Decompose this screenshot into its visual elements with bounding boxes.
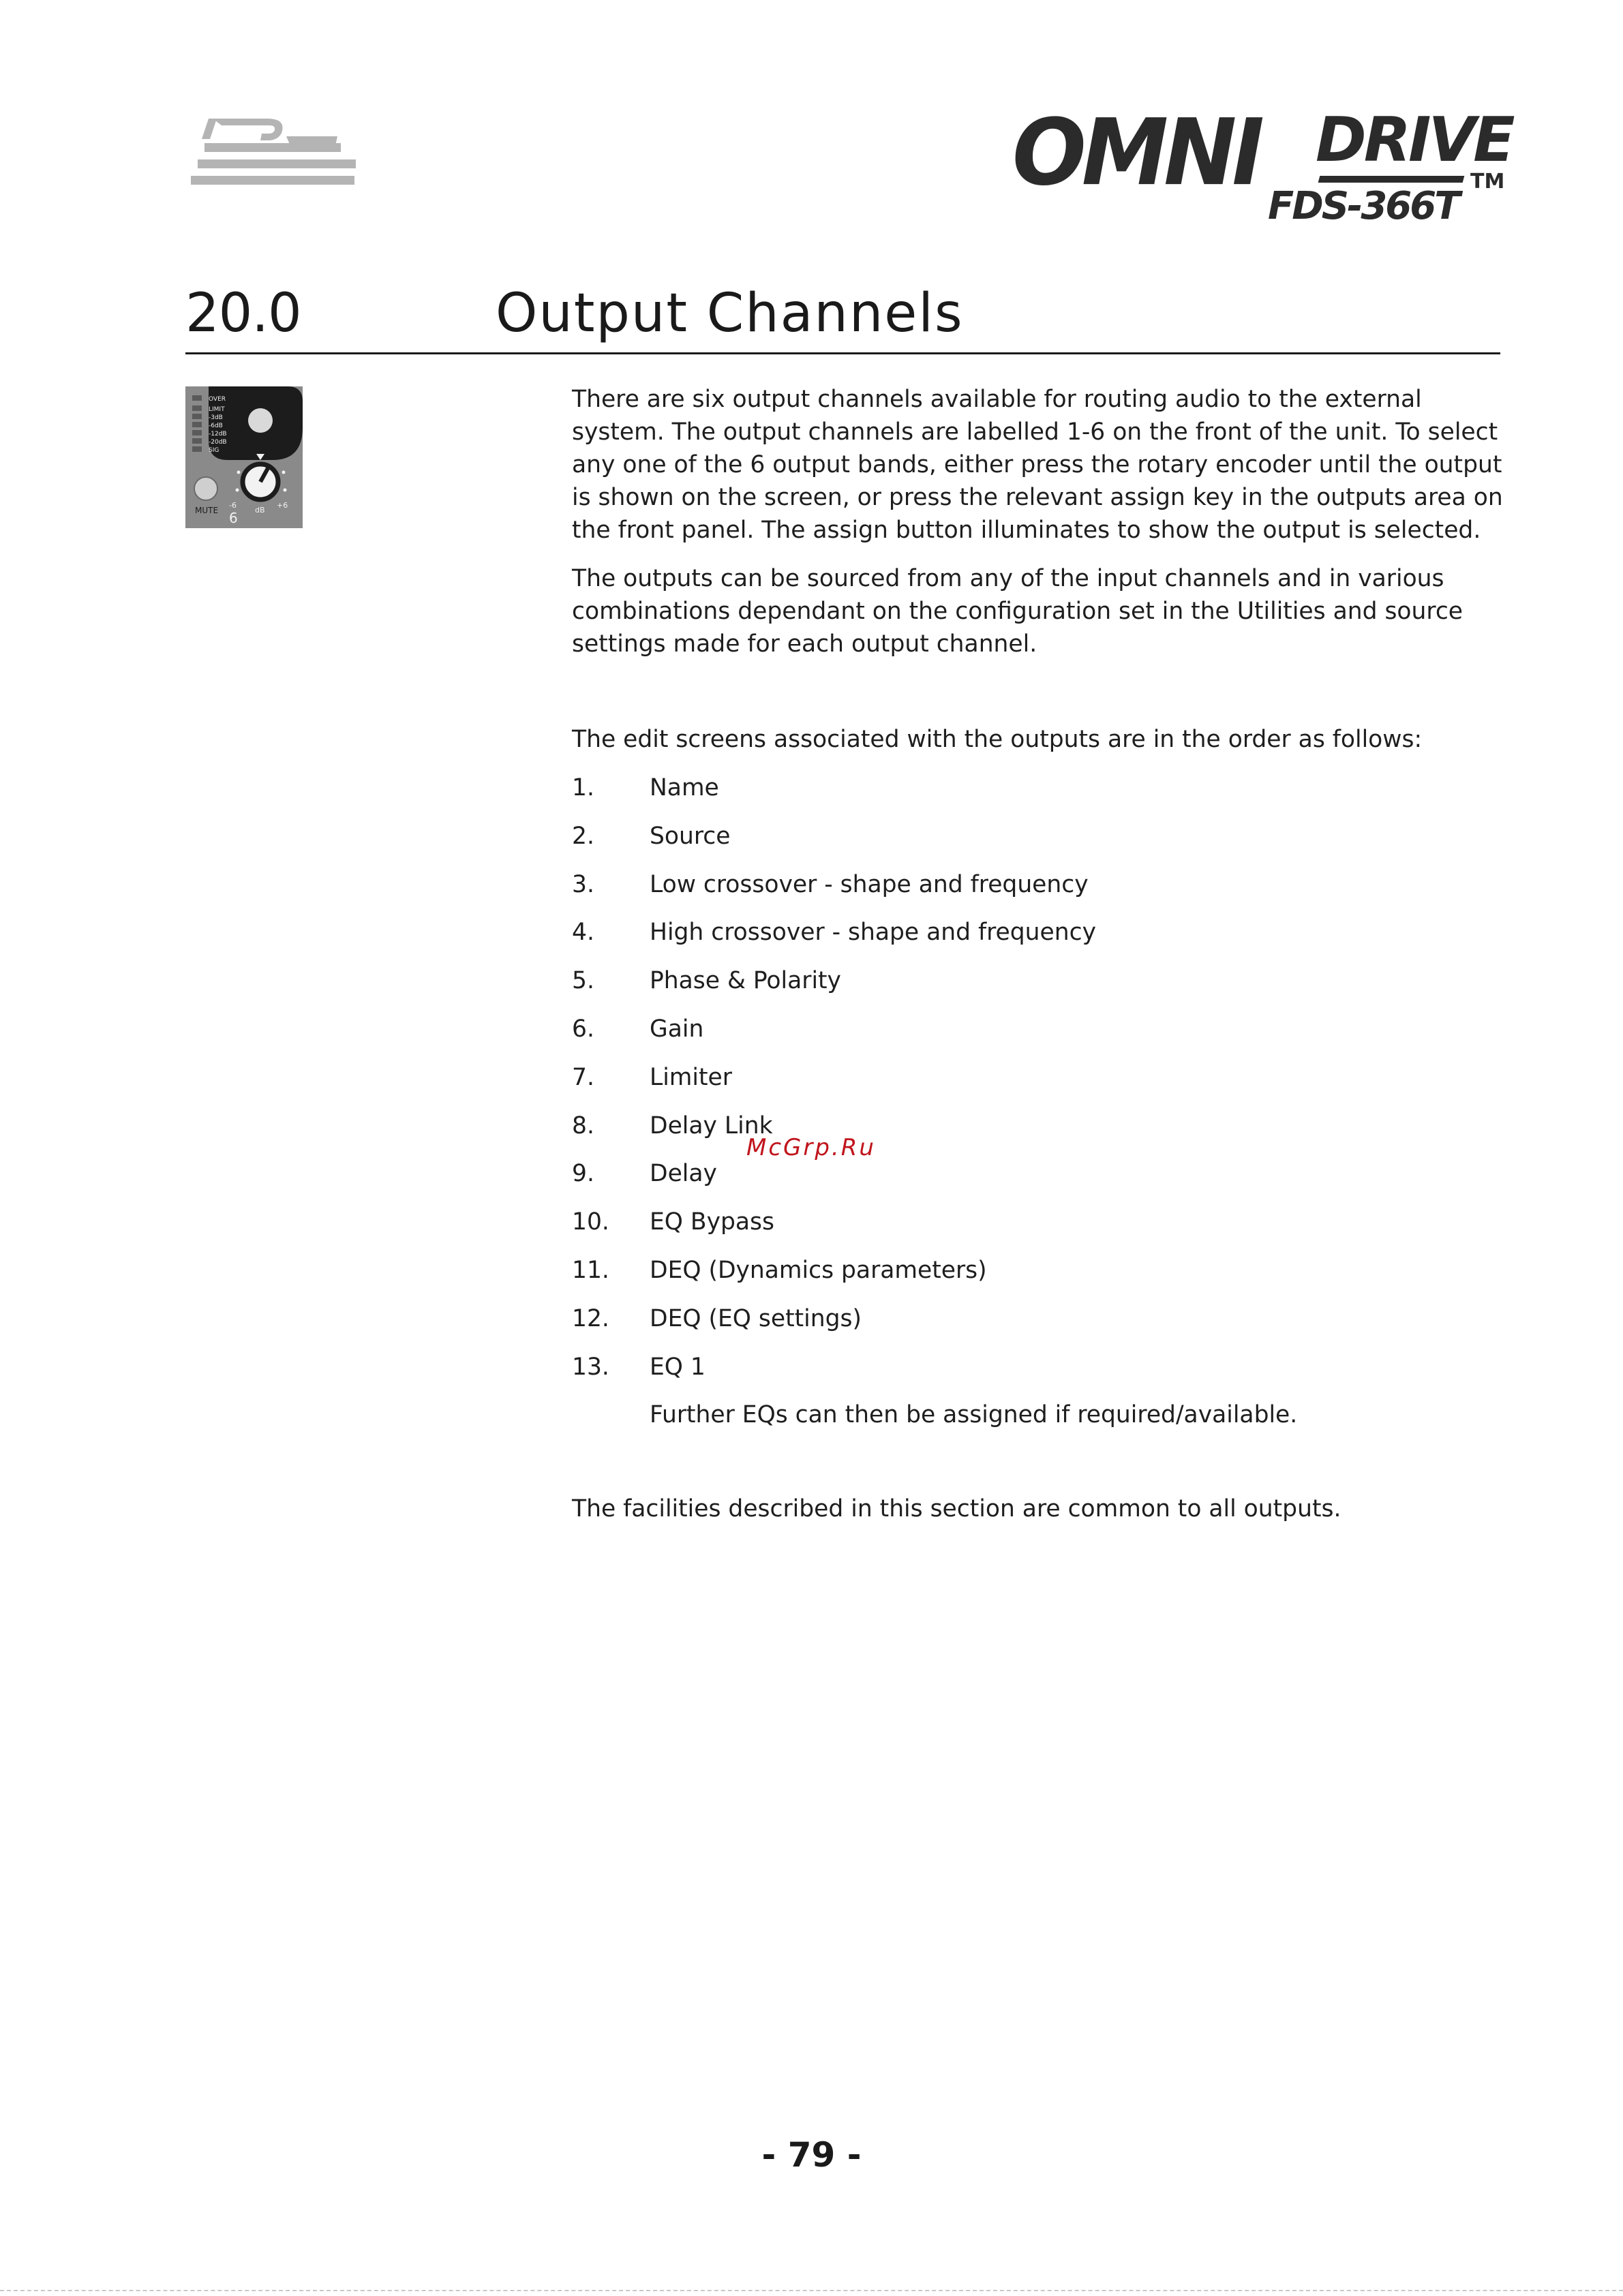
list-item-number: 13. xyxy=(572,1353,609,1381)
list-item-number: 2. xyxy=(572,822,594,850)
list-item-number: 9. xyxy=(572,1160,594,1188)
list-item-text: Source xyxy=(650,822,731,850)
logo-underline xyxy=(1318,176,1465,183)
list-item-number: 1. xyxy=(572,774,594,801)
meter-label-12db: -12dB xyxy=(209,431,227,438)
list-note: Further EQs can then be assigned if required/available. xyxy=(650,1401,1298,1428)
meter-label-20db: -20dB xyxy=(209,439,227,446)
list-item-number: 6. xyxy=(572,1015,594,1043)
meter-label-sig: SIG xyxy=(209,447,219,454)
output-channel-panel-image xyxy=(185,386,303,528)
list-item-text: Name xyxy=(650,774,719,801)
section-number: 20.0 xyxy=(185,283,301,344)
list-item-number: 3. xyxy=(572,870,594,898)
list-item-number: 12. xyxy=(572,1304,609,1332)
omni-logo-text: OMNI xyxy=(1012,100,1260,206)
list-item-number: 10. xyxy=(572,1208,609,1236)
list-item-text: Delay xyxy=(650,1160,717,1188)
list-item-number: 4. xyxy=(572,919,594,947)
list-item-text: Low crossover - shape and frequency xyxy=(650,870,1089,898)
list-item-text: EQ 1 xyxy=(650,1353,706,1381)
trademark-symbol: TM xyxy=(1470,170,1505,194)
scale-max-label: +6 xyxy=(277,501,288,510)
model-number: FDS-366T xyxy=(1268,184,1459,228)
list-item-text: DEQ (EQ settings) xyxy=(650,1304,862,1332)
list-item-number: 5. xyxy=(572,967,594,995)
list-item-text: Delay Link xyxy=(650,1112,773,1139)
mute-label: MUTE xyxy=(195,506,219,515)
page-number: - 79 - xyxy=(761,2135,862,2175)
db-label: dB xyxy=(255,506,265,515)
list-item-number: 8. xyxy=(572,1112,594,1139)
list-item-text: Gain xyxy=(650,1015,704,1043)
assign-button-icon xyxy=(248,408,273,433)
title-divider xyxy=(185,352,1500,354)
section-title: Output Channels xyxy=(496,283,964,344)
footer-divider xyxy=(0,2290,1623,2291)
drive-logo-text: DRIVE xyxy=(1316,104,1513,176)
list-item-text: Phase & Polarity xyxy=(650,967,841,995)
meter-label-6db: -6dB xyxy=(209,423,223,429)
meter-label-3db: -3dB xyxy=(209,414,223,421)
closing-paragraph: The facilities described in this section are common to all outputs. xyxy=(572,1495,1341,1522)
meter-label-limit: LIMIT xyxy=(209,406,225,413)
list-item-text: High crossover - shape and frequency xyxy=(650,919,1097,947)
intro-paragraph: There are six output channels available for routing audio to the external system. The output channels are labelled 1-6 on the front of the unit. To select any one of the 6 output bands, either press the rotary encoder until the output is shown on the screen, or press the relevant assign key in the outputs area on the front panel. The assign button illuminates to show the output is selected. xyxy=(572,386,1503,544)
scale-min-label: -6 xyxy=(229,501,237,510)
channel-number-label: 6 xyxy=(229,510,238,526)
list-item-number: 7. xyxy=(572,1063,594,1091)
bss-logo xyxy=(184,116,361,194)
edit-screens-paragraph: The edit screens associated with the outputs are in the order as follows: xyxy=(572,726,1423,753)
watermark: McGrp.Ru xyxy=(746,1134,876,1161)
sources-paragraph: The outputs can be sourced from any of the input channels and in various combinations dependant on the configuration set in the Utilities and source settings made for each output channel. xyxy=(572,565,1463,658)
list-item-text: DEQ (Dynamics parameters) xyxy=(650,1256,987,1284)
omnidrive-logo xyxy=(1012,100,1513,228)
list-item-number: 11. xyxy=(572,1256,609,1284)
list-item-text: Limiter xyxy=(650,1063,732,1091)
meter-label-over: OVER xyxy=(209,396,226,403)
mute-button-icon xyxy=(194,477,217,500)
list-item-text: EQ Bypass xyxy=(650,1208,774,1236)
